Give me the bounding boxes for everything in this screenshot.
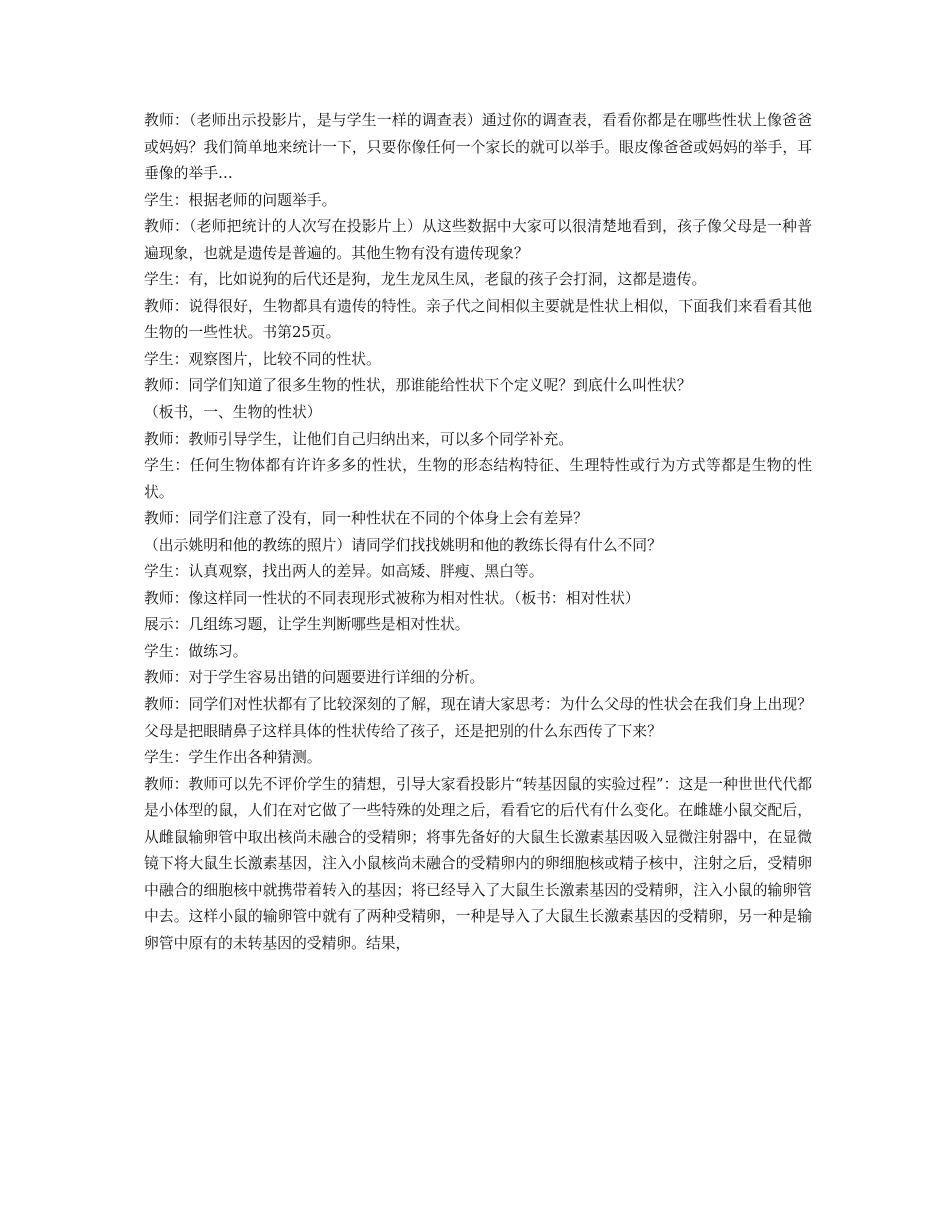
paragraph-10: 学生：任何生物体都有许许多多的性状，生物的形态结构特征、生理特性或行为方式等都是生物的性状。 [144,457,812,501]
paragraph-3: 教师：（老师把统计的人次写在投影片上）从这些数据中大家可以很清楚地看到，孩子像父母是一种普遍现象，也就是遗传是普遍的。其他生物有没有遗传现象？ [144,218,812,262]
paragraph-18: 教师：同学们对性状都有了比较深刻的了解，现在请大家思考：为什么父母的性状会在我们身上出现？父母是把眼睛鼻子这样具体的性状传给了孩子，还是把别的什么东西传了下来？ [144,696,812,740]
paragraph-6: 学生：观察图片，比较不同的性状。 [144,350,381,368]
paragraph-2: 学生：根据老师的问题举手。 [144,191,337,209]
paragraph-13: 学生：认真观察，找出两人的差异。如高矮、胖瘦、黑白等。 [144,563,544,581]
paragraph-5: 教师：说得很好，生物都具有遗传的特性。亲子代之间相似主要就是性状上相似，下面我们来看看其他生物的一些性状。书第25页。 [144,297,812,342]
paragraph-14: 教师：像这样同一性状的不同表现形式被称为相对性状。（板书：相对性状） [144,589,640,607]
paragraph-7: 教师：同学们知道了很多生物的性状，那谁能给性状下个定义呢？到底什么叫性状？ [144,377,692,395]
paragraph-15: 展示：几组练习题，让学生判断哪些是相对性状。 [144,616,470,634]
paragraph-19: 学生：学生作出各种猜测。 [144,749,322,767]
document-body [144,108,812,958]
paragraph-17: 教师：对于学生容易出错的问题要进行详细的分析。 [144,669,485,687]
paragraph-16: 学生：做练习。 [144,642,248,660]
paragraph-4: 学生：有，比如说狗的后代还是狗，龙生龙凤生凤，老鼠的孩子会打洞，这都是遗传。 [144,271,707,289]
paragraph-8: （板书，一、生物的性状） [144,404,322,422]
paragraph-1: 教师：（老师出示投影片，是与学生一样的调查表）通过你的调查表，看看你都是在哪些性状上像爸爸或妈妈？我们简单地来统计一下，只要你像任何一个家长的就可以举手。眼皮像爸爸或妈妈的举手，耳垂像的举手… [144,112,812,183]
paragraph-12: （出示姚明和他的教练的照片）请同学们找找姚明和他的教练长得有什么不同？ [144,536,662,554]
paragraph-9: 教师：教师引导学生，让他们自己归纳出来，可以多个同学补充。 [144,430,574,448]
paragraph-20: 教师：教师可以先不评价学生的猜想，引导大家看投影片“转基因鼠的实验过程”：这是一种世世代代都是小体型的鼠，人们在对它做了一些特殊的处理之后，看看它的后代有什么变化。在雌雄小鼠交配后，从雌鼠输卵管中取出核尚未融合的受精卵；将事先备好的大鼠生长激素基因吸入显微注射器中，在显微镜下将大鼠生长激素基因，注入小鼠核尚未融合的受精卵内的卵细胞核或精子核中，注射之后，受精卵中融合的细胞核中就携带着转入的基因；将已经导入了大鼠生长激素基因的受精卵，注入小鼠的输卵管中去。这样小鼠的输卵管中就有了两种受精卵，一种是导入了大鼠生长激素基因的受精卵，另一种是输卵管中原有的未转基因的受精卵。结果， [144,775,812,952]
paragraph-11: 教师：同学们注意了没有，同一种性状在不同的个体身上会有差异？ [144,510,588,528]
